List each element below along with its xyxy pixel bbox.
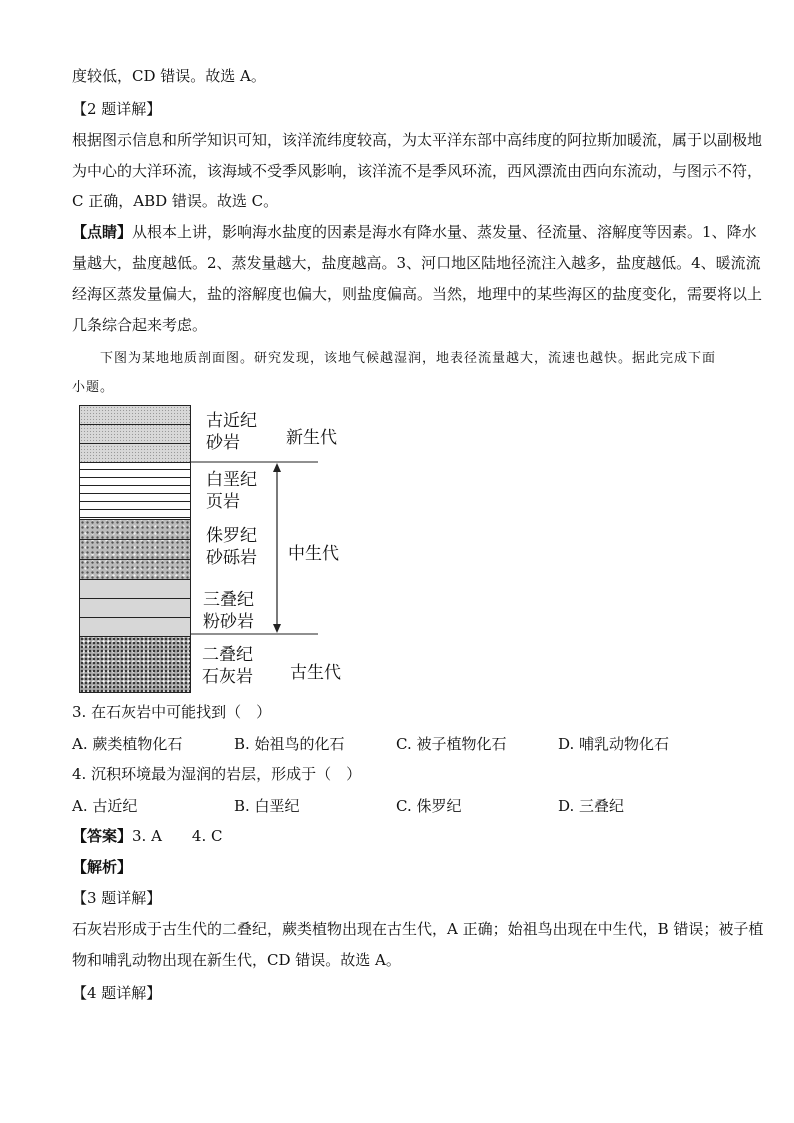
- section-heading: 【3 题详解】: [72, 889, 162, 907]
- rock-label: 二叠纪 石灰岩: [202, 645, 253, 687]
- q4-option-c[interactable]: C. 侏罗纪: [396, 797, 462, 815]
- answer-text: 3. A 4. C: [132, 827, 223, 845]
- section-heading: 【4 题详解】: [72, 984, 162, 1002]
- text-line: 度较低，CD 错误。故选 A。: [72, 67, 266, 85]
- q4-option-a[interactable]: A. 古近纪: [72, 797, 138, 815]
- analysis-heading: 【解析】: [72, 858, 133, 876]
- text-line: 为中心的大洋环流，该海域不受季风影响，该洋流不是季风环流，西风漂流由西向东流动，与图示不符，: [72, 162, 763, 180]
- q3-option-a[interactable]: A. 蕨类植物化石: [72, 735, 183, 753]
- text-line: 根据图示信息和所学知识可知，该洋流纬度较高，为太平洋东部中高纬度的阿拉斯加暖流，属于以副极地: [72, 131, 763, 149]
- era-label-mesozoic: 中生代: [288, 544, 339, 564]
- question-intro: 小题。: [72, 380, 115, 395]
- question-4: 4. 沉积环境最为湿润的岩层，形成于（ ）: [72, 765, 362, 783]
- rock-label: 三叠纪 粉砂岩: [203, 590, 254, 632]
- section-heading: 【2 题详解】: [72, 100, 162, 118]
- rock-label: 侏罗纪 砂砾岩: [206, 526, 257, 568]
- answer-label: 【答案】: [72, 827, 133, 845]
- era-label-paleozoic: 古生代: [290, 663, 341, 683]
- era-label-cenozoic: 新生代: [286, 428, 337, 448]
- question-intro: 下图为某地地质剖面图。研究发现，该地气候越湿润，地表径流量越大，流速也越快。据此完成下面: [100, 351, 717, 366]
- q4-option-b[interactable]: B. 白垩纪: [234, 797, 300, 815]
- q4-option-d[interactable]: D. 三叠纪: [558, 797, 625, 815]
- rock-label: 古近纪 砂岩: [206, 411, 257, 453]
- text-line: 物和哺乳动物出现在新生代，CD 错误。故选 A。: [72, 951, 401, 969]
- q3-option-b[interactable]: B. 始祖鸟的化石: [234, 735, 345, 753]
- text-line: C 正确，ABD 错误。故选 C。: [72, 192, 279, 210]
- answer-line: [72, 826, 223, 846]
- rock-label: 白垩纪 页岩: [206, 470, 257, 512]
- tip-label: 【点睛】: [72, 223, 133, 241]
- text-line: 经海区蒸发量偏大，盐的溶解度也偏大，则盐度偏高。当然，地理中的某些海区的盐度变化，需要将以上: [72, 285, 763, 303]
- q3-option-d[interactable]: D. 哺乳动物化石: [558, 735, 670, 753]
- text-line: 石灰岩形成于古生代的二叠纪，蕨类植物出现在古生代，A 正确；始祖鸟出现在中生代，B 错误；被子植: [72, 920, 764, 938]
- q3-option-c[interactable]: C. 被子植物化石: [396, 735, 507, 753]
- text-line: 几条综合起来考虑。: [72, 316, 208, 334]
- text-line: 量越大，盐度越低。2、蒸发量越大，盐度越高。3、河口地区陆地径流注入越多，盐度越低。4、暖流流: [72, 254, 761, 272]
- tip-text: 从根本上讲，影响海水盐度的因素是海水有降水量、蒸发量、径流量、溶解度等因素。1、降水: [132, 223, 757, 241]
- question-3: 3. 在石灰岩中可能找到（ ）: [72, 703, 272, 721]
